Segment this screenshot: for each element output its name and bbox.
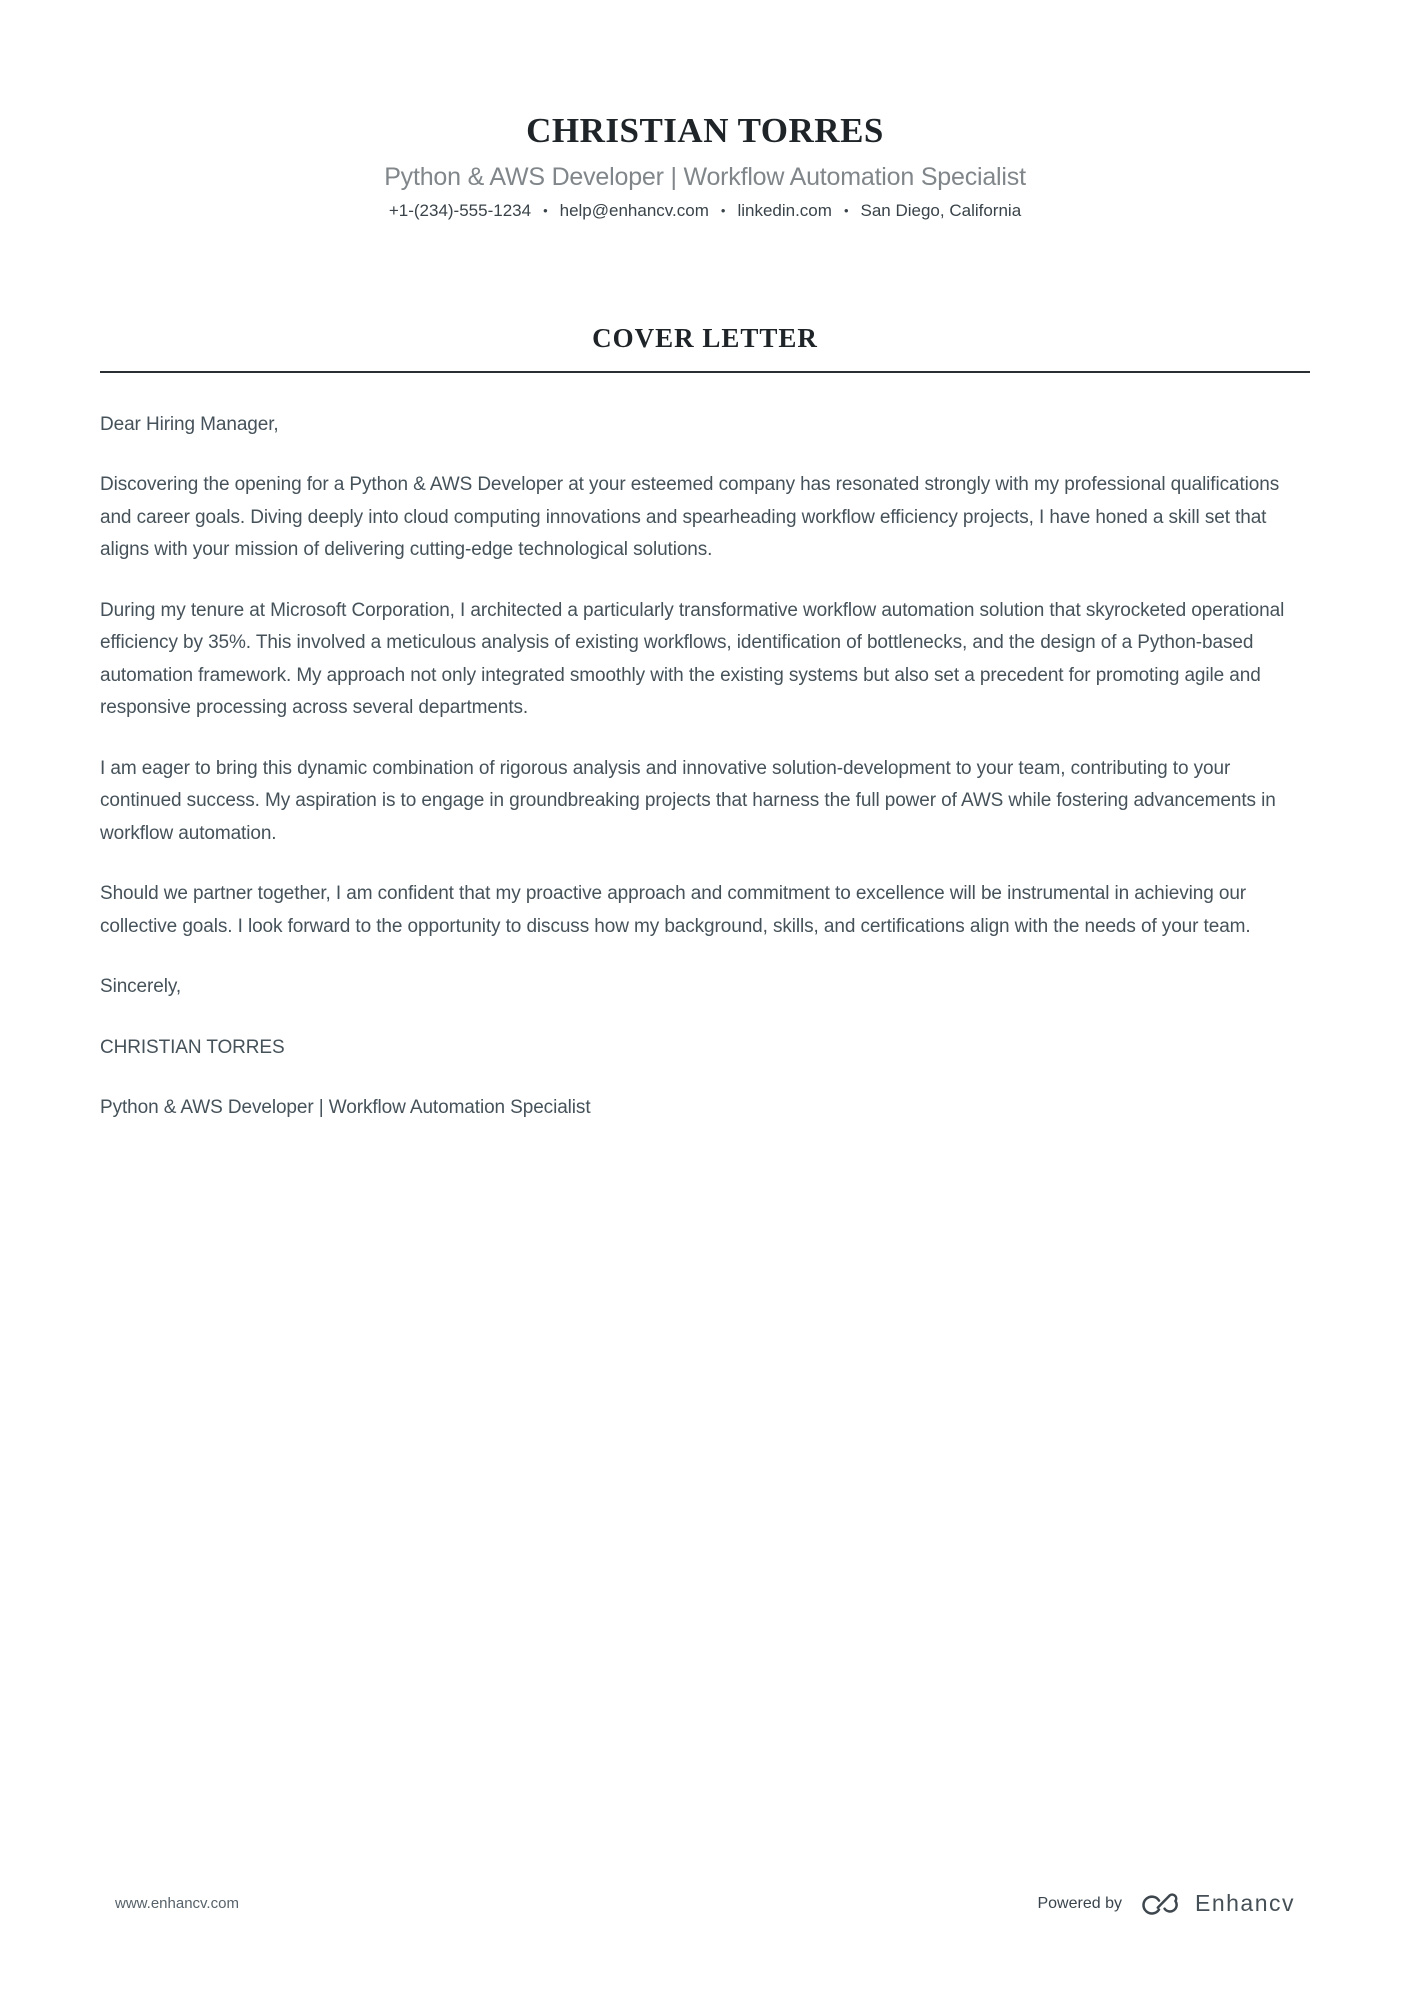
page-footer [0,1890,1410,1917]
document-header [100,0,1310,221]
candidate-name: CHRISTIAN TORRES [526,111,884,150]
signature-name: CHRISTIAN TORRES [100,1036,285,1058]
location-text: San Diego, California [860,200,1022,220]
phone-number[interactable]: +1-(234)-555-1234 [388,200,532,220]
footer-website-link[interactable]: www.enhancv.com [115,1895,239,1912]
enhancv-wordmark: Enhancv [1194,1890,1295,1916]
email-link[interactable]: help@enhancv.com [559,200,709,220]
candidate-job-title: Python & AWS Developer | Workflow Automation Specialist [384,162,1026,191]
letter-paragraph: Discovering the opening for a Python & AWS Developer at your esteemed company has resonated strongly with my professional qualifications and career goals. Diving deeply into cloud computing innovations and spearheading workflow efficiency projects, I have honed a skill set that aligns with your mission of delivering cutting-edge technological solutions. [100,474,1280,560]
contact-info-row [100,201,1310,221]
bullet-separator: • [720,203,726,218]
linkedin-link[interactable]: linkedin.com [737,200,832,220]
signature-title: Python & AWS Developer | Workflow Automation Specialist [100,1097,591,1118]
closing-line: Sincerely, [100,976,182,997]
letter-paragraph: Should we partner together, I am confident that my proactive approach and commitment to excellence will be instrumental in achieving our collective goals. I look forward to the opportunity to discuss how my background, skills, and certifications align with the needs of your team. [100,883,1251,937]
letter-paragraph: I am eager to bring this dynamic combination of rigorous analysis and innovative solution-development to your team, contributing to your continued success. My aspiration is to engage in groundbreaking projects that harness the full power of AWS while fostering advancements in workflow automation. [100,757,1276,844]
letter-paragraph: During my tenure at Microsoft Corporation, I architected a particularly transformative workflow automation solution that skyrocketed operational efficiency by 35%. This involved a meticulous analysis of existing workflows, identification of bottlenecks, and the design of a Python-based automation framework. My approach not only integrated smoothly with the existing systems but also set a precedent for promoting agile and responsive processing across several departments. [100,599,1285,718]
enhancv-logo-icon [1138,1891,1185,1917]
letter-body [100,409,1310,1125]
powered-by-group [1037,1890,1295,1917]
salutation: Dear Hiring Manager, [100,413,279,435]
section-title-cover-letter: COVER LETTER [592,322,818,353]
bullet-separator: • [843,203,849,218]
enhancv-brand-link[interactable] [1138,1890,1295,1917]
powered-by-label: Powered by [1037,1894,1122,1912]
bullet-separator: • [543,203,548,218]
section-divider [100,371,1310,373]
